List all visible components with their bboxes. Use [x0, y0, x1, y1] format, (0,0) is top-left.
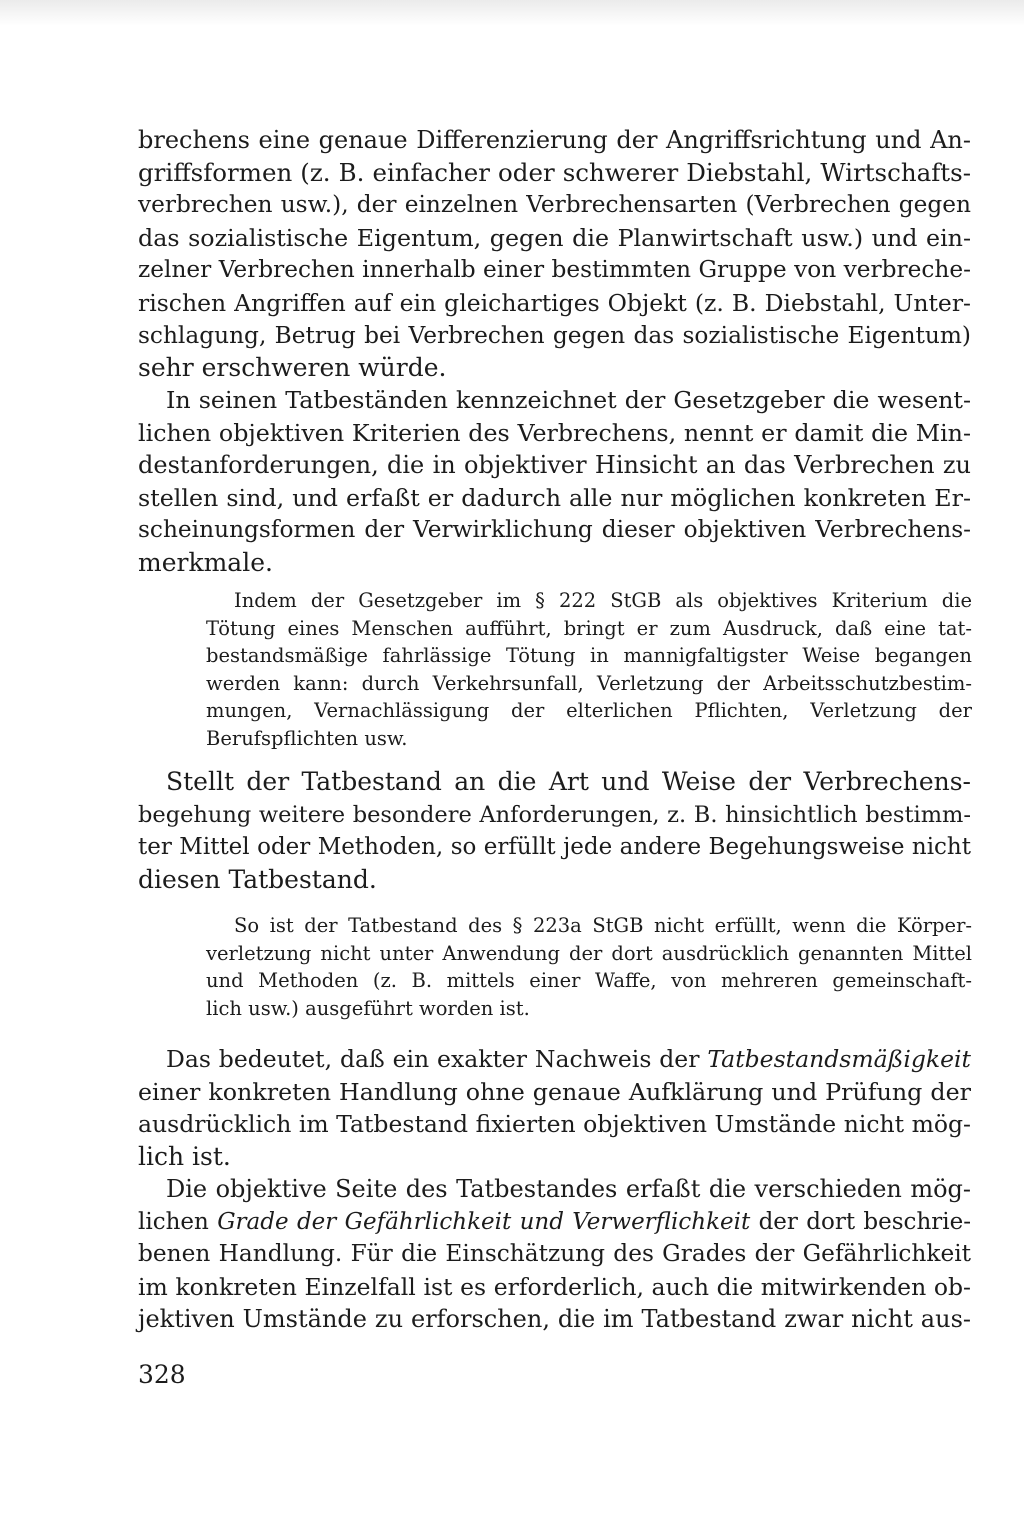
paragraph-line: lichen objektiven Kriterien des Verbrechens, nennt er damit die Min-: [138, 418, 971, 447]
paragraph-2: [138, 384, 971, 580]
example-line: werden kann: durch Verkehrsunfall, Verletzung der Arbeitsschutzbestim-: [206, 671, 972, 695]
paragraph-text: lichen: [138, 1208, 218, 1235]
paragraph-line: rischen Angriffen auf ein gleichartiges Objekt (z. B. Diebstahl, Unter-: [138, 288, 971, 317]
example-block-2: [206, 912, 972, 1022]
paragraph-line: griffsformen (z. B. einfacher oder schwerer Diebstahl, Wirtschafts-: [138, 157, 971, 187]
example-line: bestandsmäßige fahrlässige Tötung in mannigfaltigster Weise begangen: [206, 644, 972, 668]
paragraph-line: In seinen Tatbeständen kennzeichnet der Gesetzgeber die wesent-: [166, 386, 971, 414]
paragraph-line: ter Mittel oder Methoden, so erfüllt jede andere Begehungsweise nicht: [138, 834, 971, 861]
paragraph-4: [138, 1043, 971, 1173]
paragraph-line: jektiven Umstände zu erforschen, die im Tatbestand zwar nicht aus-: [138, 1305, 971, 1334]
paragraph-line: brechens eine genaue Differenzierung der Angriffsrichtung und An-: [138, 126, 971, 154]
example-line: verletzung nicht unter Anwendung der dort ausdrücklich genannten Mittel: [206, 941, 972, 965]
emphasis-text: Grade der Gefährlichkeit und Verwerflichkeit: [217, 1208, 751, 1235]
paragraph-text: der dort beschrie-: [750, 1208, 971, 1235]
paragraph-line: zelner Verbrechen innerhalb einer bestimmten Gruppe von verbreche-: [138, 256, 971, 284]
paragraph-1: [138, 124, 971, 385]
paragraph-line: scheinungsformen der Verwirklichung dieser objektiven Verbrechens-: [138, 516, 971, 544]
paragraph-line: schlagung, Betrug bei Verbrechen gegen das sozialistische Eigentum): [138, 321, 971, 349]
scan-edge: [0, 0, 1024, 26]
paragraph-line: lich ist.: [138, 1141, 231, 1171]
paragraph-line: im konkreten Einzelfall ist es erforderlich, auch die mitwirkenden ob-: [138, 1272, 971, 1301]
paragraph-line: [138, 1206, 971, 1239]
emphasis-text: Tatbestandsmäßigkeit: [707, 1045, 971, 1073]
paragraph-line: benen Handlung. Für die Einschätzung des Grades der Gefährlichkeit: [138, 1240, 971, 1268]
example-line: und Methoden (z. B. mittels einer Waffe, von mehreren gemeinschaft-: [206, 969, 972, 993]
example-line: Tötung eines Menschen aufführt, bringt er zum Ausdruck, daß eine tat-: [206, 616, 972, 640]
paragraph-line: das sozialistische Eigentum, gegen die Planwirtschaft usw.) und ein-: [138, 223, 971, 252]
page-number: 328: [138, 1360, 186, 1389]
paragraph-line: [138, 1043, 971, 1076]
paragraph-5: [138, 1173, 971, 1336]
paragraph-line: einer konkreten Handlung ohne genaue Aufklärung und Prüfung der: [138, 1077, 971, 1106]
paragraph-line: begehung weitere besondere Anforderungen, z. B. hinsichtlich bestimm-: [138, 801, 971, 828]
example-line: mungen, Vernachlässigung der elterlichen Pflichten, Verletzung der: [206, 699, 972, 723]
paragraph-line: diesen Tatbestand.: [138, 864, 377, 894]
example-line: So ist der Tatbestand des § 223a StGB nicht erfüllt, wenn die Körper-: [234, 914, 972, 937]
example-line: lich usw.) ausgeführt worden ist.: [206, 996, 530, 1020]
paragraph-line: verbrechen usw.), der einzelnen Verbrechensarten (Verbrechen gegen: [138, 191, 971, 219]
paragraph-line: Die objektive Seite des Tatbestandes erfaßt die verschieden mög-: [166, 1175, 971, 1203]
paragraph-line: ausdrücklich im Tatbestand fixierten objektiven Umstände nicht mög-: [138, 1110, 971, 1139]
paragraph-line: sehr erschweren würde.: [138, 353, 447, 383]
example-line: Berufspflichten usw.: [206, 726, 408, 750]
paragraph-line: Stellt der Tatbestand an die Art und Weise der Verbrechens-: [166, 767, 971, 796]
example-line: Indem der Gesetzgeber im § 222 StGB als objektives Kriterium die: [234, 589, 972, 612]
paragraph-line: merkmale.: [138, 547, 273, 577]
paragraph-text: Das bedeutet, daß ein exakter Nachweis der: [166, 1045, 708, 1073]
example-block-1: [206, 587, 972, 753]
paragraph-line: destanforderungen, die in objektiver Hinsicht an das Verbrechen zu: [138, 451, 971, 480]
paragraph-line: stellen sind, und erfaßt er dadurch alle nur möglichen konkreten Er-: [138, 483, 971, 512]
paragraph-3: [138, 766, 971, 896]
